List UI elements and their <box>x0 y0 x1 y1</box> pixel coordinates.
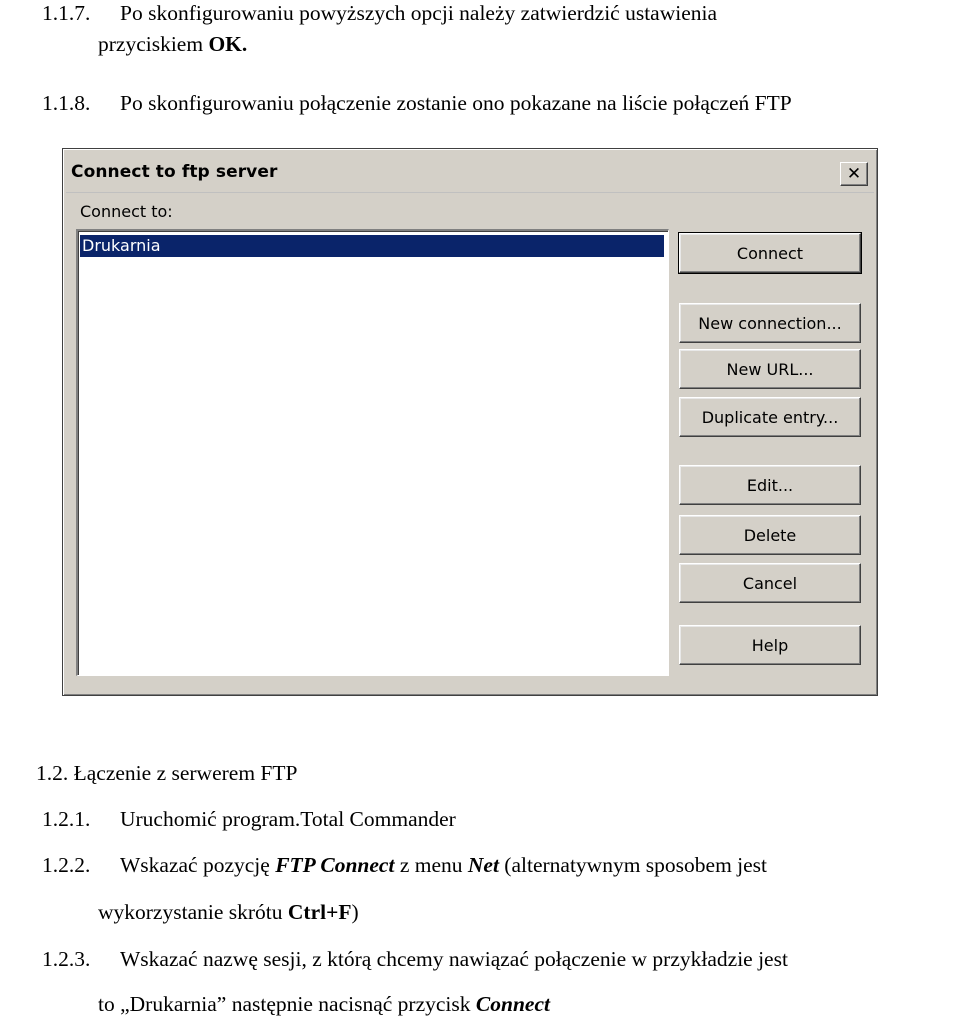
paragraph-1-2-2-cont <box>98 899 359 925</box>
shortcut-emphasis: Ctrl+F <box>287 900 352 924</box>
close-glyph: ✕ <box>846 163 862 184</box>
item-number: 1.1.7. <box>42 1 91 25</box>
text-run: Wskazać pozycję <box>120 853 276 877</box>
ftp-connect-emphasis: FTP Connect <box>275 853 395 877</box>
help-button[interactable]: Help <box>679 625 861 665</box>
close-icon[interactable] <box>840 162 868 186</box>
paragraph-1-2-3-cont <box>98 991 550 1017</box>
item-text <box>120 852 767 878</box>
text-run: z menu <box>394 853 468 877</box>
list-item-drukarnia[interactable]: Drukarnia <box>80 235 664 257</box>
item-text: Uruchomić program.Total Commander <box>120 807 456 831</box>
net-emphasis: Net <box>467 853 499 877</box>
section-heading-1-2: 1.2. Łączenie z serwerem FTP <box>36 761 298 785</box>
dialog-titlebar <box>66 152 874 193</box>
text-run: to „Drukarnia” następnie nacisnąć przycisk <box>98 992 476 1016</box>
item-text: Po skonfigurowaniu powyższych opcji należy zatwierdzić ustawienia <box>120 1 718 25</box>
edit-button[interactable]: Edit... <box>679 465 861 505</box>
dialog-title: Connect to ftp server <box>71 162 278 182</box>
duplicate-entry-button[interactable]: Duplicate entry... <box>679 397 861 437</box>
connect-button[interactable]: Connect <box>679 233 861 273</box>
item-number: 1.2.1. <box>42 807 91 831</box>
text-run: wykorzystanie skrótu <box>98 900 288 924</box>
new-url-button[interactable]: New URL... <box>679 349 861 389</box>
item-number: 1.2.2. <box>42 853 91 877</box>
cancel-button[interactable]: Cancel <box>679 563 861 603</box>
ok-emphasis: OK. <box>208 32 248 56</box>
item-text: Po skonfigurowaniu połączenie zostanie ono pokazane na liście połączeń FTP <box>120 91 792 115</box>
connect-ftp-dialog <box>62 148 878 696</box>
item-text: Wskazać nazwę sesji, z którą chcemy nawiązać połączenie w przykładzie jest <box>120 947 788 971</box>
delete-button[interactable]: Delete <box>679 515 861 555</box>
item-number: 1.2.3. <box>42 947 91 971</box>
connect-emphasis: Connect <box>475 992 550 1016</box>
connect-to-label: Connect to: <box>80 202 173 221</box>
new-connection-button[interactable]: New connection... <box>679 303 861 343</box>
item-text: przyciskiem <box>98 32 209 56</box>
item-number: 1.1.8. <box>42 91 91 115</box>
paragraph-1-1-7-cont <box>98 31 247 57</box>
text-run: (alternatywnym sposobem jest <box>498 853 768 877</box>
text-run: ) <box>351 900 359 924</box>
connection-list[interactable] <box>76 229 669 676</box>
